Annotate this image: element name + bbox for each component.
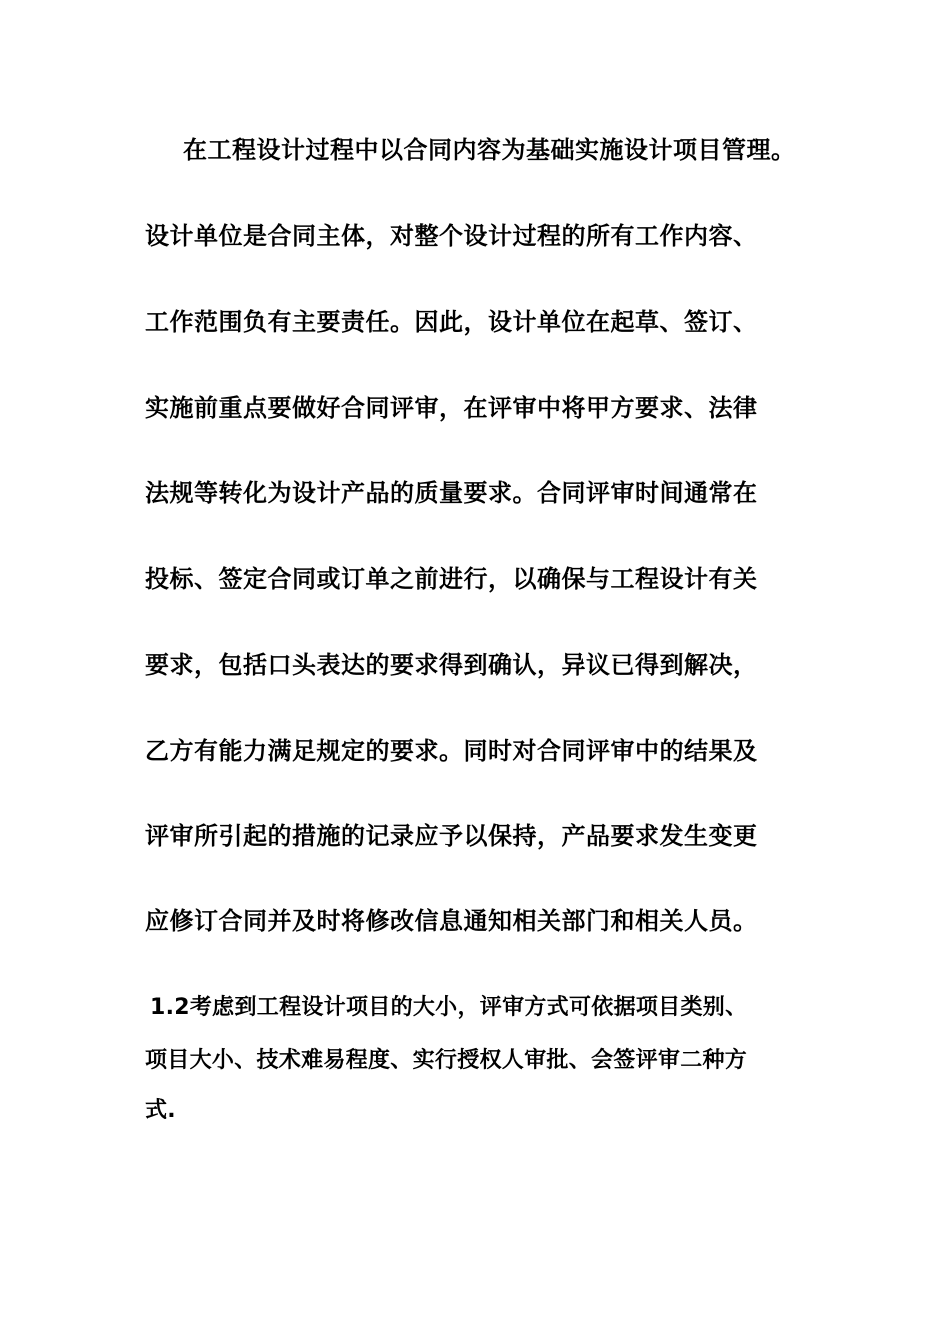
paragraph-line: 在工程设计过程中以合同内容为基础实施设计项目管理。: [183, 136, 796, 164]
section-line: 项目大小、技术难易程度、实行授权人审批、会签评审二种方: [145, 1048, 748, 1073]
paragraph-line: 投标、签定合同或订单之前进行，以确保与工程设计有关: [145, 565, 758, 593]
paragraph-line: 评审所引起的措施的记录应予以保持，产品要求发生变更: [145, 822, 758, 850]
paragraph-line: 实施前重点要做好合同评审，在评审中将甲方要求、法律: [145, 394, 758, 422]
section-line: 1.2考虑到工程设计项目的大小，评审方式可依据项目类别、: [150, 995, 748, 1020]
paragraph-line: 工作范围负有主要责任。因此，设计单位在起草、签订、: [145, 308, 758, 336]
paragraph-line: 要求，包括口头表达的要求得到确认，异议已得到解决，: [145, 651, 758, 679]
paragraph-line: 法规等转化为设计产品的质量要求。合同评审时间通常在: [145, 479, 758, 507]
paragraph-line: 乙方有能力满足规定的要求。同时对合同评审中的结果及: [145, 737, 758, 765]
paragraph-line: 应修订合同并及时将修改信息通知相关部门和相关人员。: [145, 907, 758, 935]
section-line: 式.: [145, 1098, 176, 1123]
paragraph-line: 设计单位是合同主体，对整个设计过程的所有工作内容、: [145, 222, 758, 250]
